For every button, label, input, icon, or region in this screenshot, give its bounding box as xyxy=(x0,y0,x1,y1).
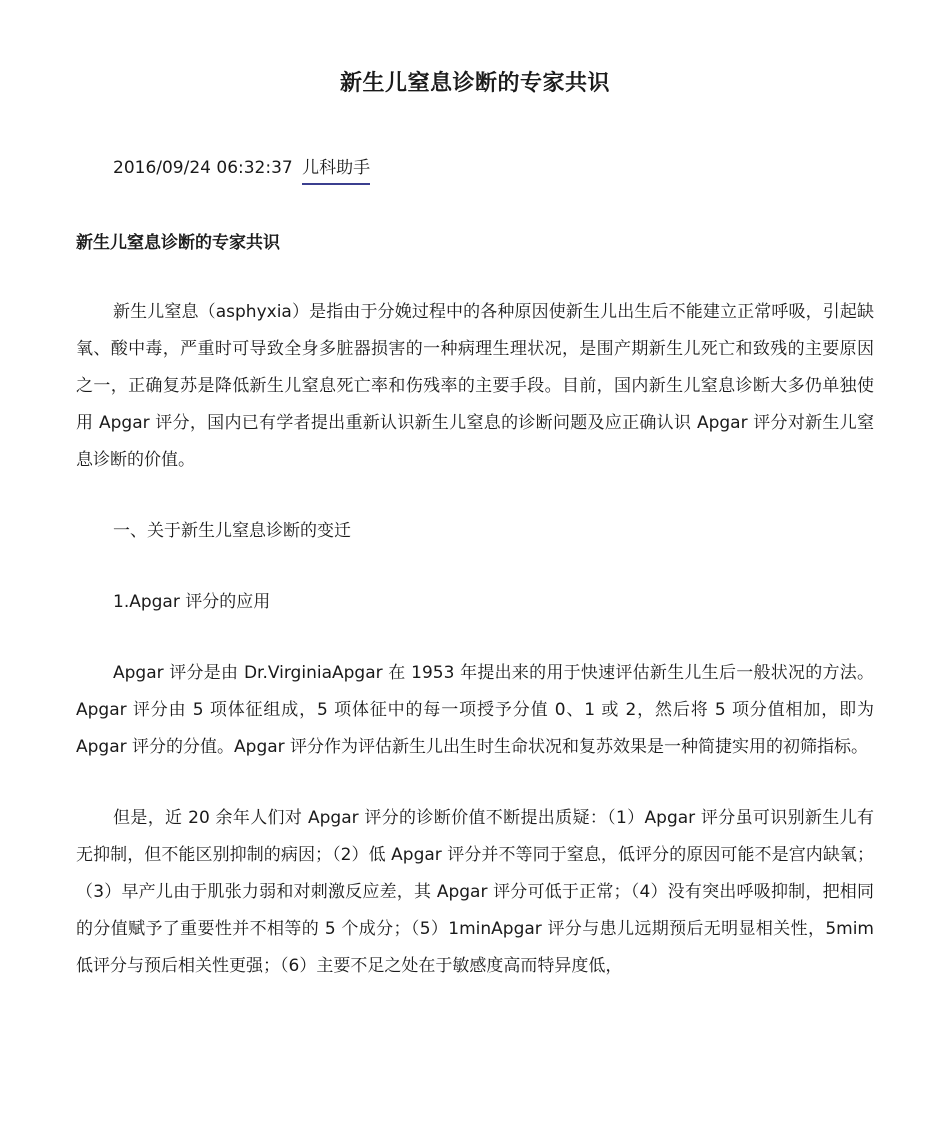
paragraph-apgar-definition: Apgar 评分是由 Dr.VirginiaApgar 在 1953 年提出来的用于快速评估新生儿生后一般状况的方法。Apgar 评分由 5 项体征组成，5 项体征中的每一项授予分值 0、1 或 2，然后将 5 项分值相加，即为 Apgar 评分的分值。Apgar 评分作为评估新生儿出生时生命状况和复苏效果是一种简捷实用的初筛指标。 xyxy=(76,663,874,757)
section-heading-1: 一、关于新生儿窒息诊断的变迁 xyxy=(113,521,351,541)
post-datetime: 2016/09/24 06:32:37 xyxy=(113,158,293,178)
page-title: 新生儿窒息诊断的专家共识 xyxy=(339,71,610,96)
paragraph-apgar-critique: 但是，近 20 余年人们对 Apgar 评分的诊断价值不断提出质疑：（1）Apgar 评分虽可识别新生儿有无抑制，但不能区别抑制的病因；（2）低 Apgar 评分并不等同于窒息，低评分的原因可能不是宫内缺氧；（3）早产儿由于肌张力弱和对刺激反应差，其 Apgar 评分可低于正常；（4）没有突出呼吸抑制，把相同的分值赋予了重要性并不相等的 5 个成分；（5）1minApgar 评分与患儿远期预后无明显相关性，5mim 低评分与预后相关性更强；（6）主要不足之处在于敏感度高而特异度低， xyxy=(76,808,874,976)
article-subtitle: 新生儿窒息诊断的专家共识 xyxy=(76,233,280,253)
article-body xyxy=(76,294,874,1019)
post-meta xyxy=(113,156,370,185)
author-link[interactable]: 儿科助手 xyxy=(302,156,370,185)
paragraph-intro: 新生儿窒息（asphyxia）是指由于分娩过程中的各种原因使新生儿出生后不能建立正常呼吸，引起缺氧、酸中毒，严重时可导致全身多脏器损害的一种病理生理状况，是围产期新生儿死亡和致残的主要原因之一，正确复苏是降低新生儿窒息死亡率和伤残率的主要手段。目前，国内新生儿窒息诊断大多仍单独使用 Apgar 评分，国内已有学者提出重新认识新生儿窒息的诊断问题及应正确认识 Apgar 评分对新生儿窒息诊断的价值。 xyxy=(76,302,874,470)
subsection-heading-1-1: 1.Apgar 评分的应用 xyxy=(113,592,271,612)
